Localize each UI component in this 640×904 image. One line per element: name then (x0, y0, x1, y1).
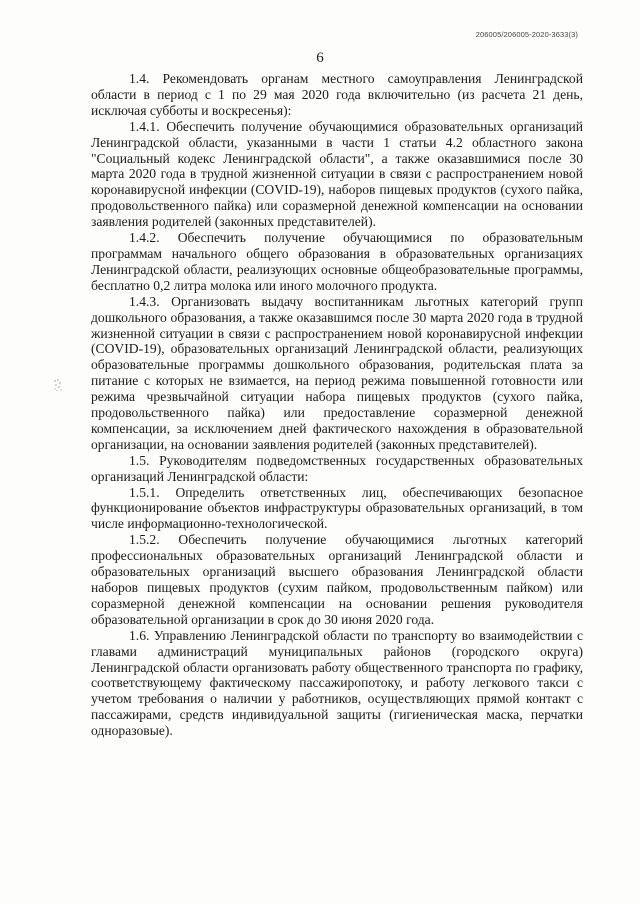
paragraph-1-4-1: 1.4.1. Обеспечить получение обучающимися образовательных организаций Ленинградской области, указанными в части 1 статьи 4.2 областного закона "Социальный кодекс Ленинградской области", а также оказавшимися после 30 марта 2020 года в трудной жизненной ситуации в связи с распространением новой коронавирусной инфекции (COVID-19), наборов пищевых продуктов (сухого пайка, продовольственного пайка) или соразмерной денежной компенсации на основании заявления родителей (законных представителей). (91, 118, 583, 230)
document-body (91, 71, 583, 739)
paragraph-1-4-3: 1.4.3. Организовать выдачу воспитанникам льготных категорий групп дошкольного образования, а также оказавшимся после 30 марта 2020 года в трудной жизненной ситуации в связи с распространением новой коронавирусной инфекции (COVID-19), образовательных организаций Ленинградской области, реализующих образовательные программы дошкольного образования, родительская плата за питание с которых не взимается, на период режима повышенной готовности или режима чрезвычайной ситуации набора пищевых продуктов (сухого пайка, продовольственного пайка) или предоставление соразмерной денежной компенсации, за исключением дней фактического нахождения в образовательной организации, на основании заявления родителей (законных представителей). (91, 293, 583, 452)
document-id: 206005/206005-2020-3633(3) (475, 30, 578, 39)
paragraph-1-5-2: 1.5.2. Обеспечить получение обучающимися льготных категорий профессиональных образовательных организаций Ленинградской области и образовательных организаций высшего образования Ленинградской области наборов пищевых продуктов (сухим пайком, продовольственным пайком) или соразмерной денежной компенсации на основании решения руководителя образовательной организации в срок до 30 июня 2020 года. (91, 532, 583, 627)
scan-artifact-icon (52, 378, 64, 392)
paragraph-1-4: 1.4. Рекомендовать органам местного самоуправления Ленинградской области в период с 1 по 29 мая 2020 года включительно (из расчета 21 день, исключая субботы и воскресенья): (91, 71, 583, 118)
paragraph-1-6: 1.6. Управлению Ленинградской области по транспорту во взаимодействии с главами администраций муниципальных районов (городского округа) Ленинградской области организовать работу общественного транспорта по графику, соответствующему фактическому пассажиропотоку, и работу легкового такси с учетом требования о наличии у работников, осуществляющих прямой контакт с пассажирами, средств индивидуальной защиты (гигиеническая маска, перчатки одноразовые). (91, 627, 583, 739)
paragraph-1-5-1: 1.5.1. Определить ответственных лиц, обеспечивающих безопасное функционирование объектов инфраструктуры образовательных организаций, в том числе информационно-технологической. (91, 484, 583, 532)
paragraph-1-4-2: 1.4.2. Обеспечить получение обучающимися по образовательным программам начального общего образования в образовательных организациях Ленинградской области, реализующих основные общеобразовательные программы, бесплатно 0,2 литра молока или иного молочного продукта. (91, 230, 583, 293)
paragraph-1-5: 1.5. Руководителям подведомственных государственных образовательных организаций Ленинградской области: (91, 452, 583, 484)
page-number: 6 (316, 50, 324, 66)
